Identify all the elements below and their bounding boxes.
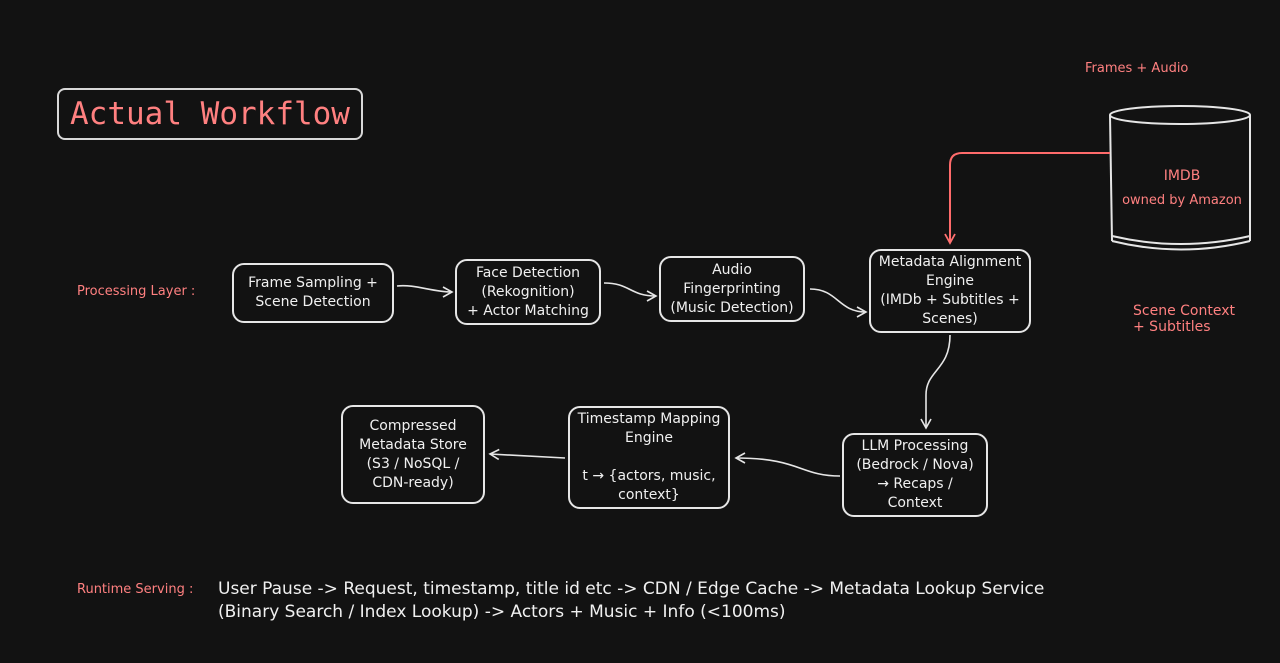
arrow-llm-to-timestamp bbox=[736, 458, 840, 476]
imdb-owner-label: owned by Amazon bbox=[1122, 193, 1242, 208]
node-metadata-store: Compressed Metadata Store (S3 / NoSQL / CDN-ready) bbox=[341, 405, 485, 504]
arrow-audio-to-alignment bbox=[810, 289, 866, 312]
scene-context-label: Scene Context + Subtitles bbox=[1133, 303, 1235, 335]
node-metadata-alignment: Metadata Alignment Engine (IMDb + Subtitles + Scenes) bbox=[869, 249, 1031, 333]
arrow-frame-to-face bbox=[397, 286, 452, 292]
processing-layer-label: Processing Layer : bbox=[77, 284, 196, 299]
arrow-timestamp-to-store bbox=[490, 454, 565, 458]
runtime-description: User Pause -> Request, timestamp, title id etc -> CDN / Edge Cache -> Metadata Lookup Service (Binary Search / Index Lookup) -> Actors + Music + Info (<100ms) bbox=[218, 579, 1045, 622]
runtime-serving-label: Runtime Serving : bbox=[77, 582, 194, 597]
node-llm-processing: LLM Processing (Bedrock / Nova) → Recaps / Context bbox=[842, 433, 988, 517]
node-timestamp-mapping: Timestamp Mapping Engine t → {actors, music, context} bbox=[568, 406, 730, 509]
imdb-to-alignment-arrow bbox=[950, 153, 1110, 243]
frames-audio-label: Frames + Audio bbox=[1085, 61, 1189, 76]
diagram-title: Actual Workflow bbox=[57, 88, 363, 140]
node-frame-sampling: Frame Sampling + Scene Detection bbox=[232, 263, 394, 323]
arrow-face-to-audio bbox=[604, 283, 656, 296]
node-face-detection: Face Detection (Rekognition) + Actor Matching bbox=[455, 259, 601, 325]
arrow-alignment-to-llm bbox=[926, 335, 950, 428]
node-audio-fingerprinting: Audio Fingerprinting (Music Detection) bbox=[659, 256, 805, 322]
imdb-label: IMDB bbox=[1163, 168, 1201, 184]
